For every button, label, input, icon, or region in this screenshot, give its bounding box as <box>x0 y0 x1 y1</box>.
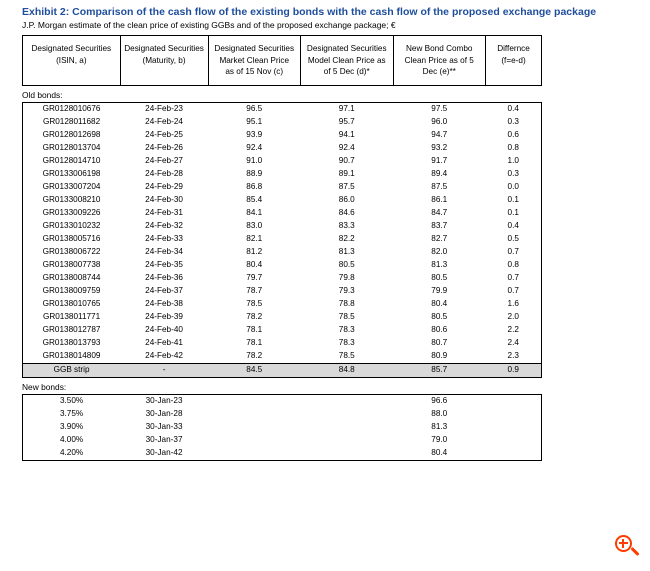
cell-market-price: 91.0 <box>246 156 263 165</box>
cell-market-price: 84.1 <box>246 208 263 217</box>
header-line: (f=e-d) <box>501 55 526 65</box>
cell-combo-price: 80.9 <box>431 351 448 360</box>
cell-market-price: 85.4 <box>246 195 263 204</box>
cell-isin: 4.20% <box>59 448 84 457</box>
cell-isin: GR0138013793 <box>42 338 101 347</box>
cell-combo-price: 82.7 <box>431 234 448 243</box>
cell-isin: GGB strip <box>23 363 120 377</box>
table-row <box>23 421 541 434</box>
cell-market-price: 78.2 <box>246 351 263 360</box>
cell-maturity: 24-Feb-31 <box>145 208 183 217</box>
cell-model-price <box>301 395 394 408</box>
cell-market-price <box>208 447 301 460</box>
cell-maturity: 24-Feb-24 <box>145 117 183 126</box>
cell-maturity: 24-Feb-26 <box>145 143 183 152</box>
table-row <box>23 129 541 142</box>
cell-maturity: 24-Feb-28 <box>145 169 183 178</box>
cell-maturity: 24-Feb-35 <box>145 260 183 269</box>
table-row <box>23 311 541 324</box>
table-row <box>23 408 541 421</box>
cell-model-price: 87.5 <box>338 182 355 191</box>
header-line: Designated Securities <box>124 44 204 53</box>
cell-difference: 0.4 <box>507 104 519 113</box>
header-line: (Maturity, b) <box>142 55 186 65</box>
cell-isin: GR0138011771 <box>42 312 101 321</box>
column-header-new-bond-combo <box>393 36 486 85</box>
table-header-row <box>23 36 541 85</box>
cell-maturity: 24-Feb-30 <box>145 195 183 204</box>
cell-difference: 2.4 <box>507 338 519 347</box>
cell-isin: GR0138007738 <box>42 260 101 269</box>
cell-model-price: 78.5 <box>338 351 355 360</box>
cell-combo-price: 96.0 <box>431 117 448 126</box>
table-row <box>23 324 541 337</box>
cell-market-price: 93.9 <box>246 130 263 139</box>
cell-maturity: 24-Feb-40 <box>145 325 183 334</box>
cell-difference: 1.0 <box>507 156 519 165</box>
cell-maturity: 24-Feb-34 <box>145 247 183 256</box>
table-row <box>23 233 541 246</box>
cell-model-price: 90.7 <box>338 156 355 165</box>
cell-market-price: 96.5 <box>246 104 263 113</box>
cell-market-price: 84.5 <box>208 363 301 377</box>
cell-difference: 0.9 <box>486 363 542 377</box>
cell-market-price: 78.1 <box>246 325 263 334</box>
cell-isin: GR0133009226 <box>42 208 101 217</box>
header-line: Differnce <box>497 44 530 53</box>
magnifier-plus-icon[interactable] <box>612 533 642 563</box>
cell-maturity: 24-Feb-42 <box>145 351 183 360</box>
cell-maturity: 24-Feb-23 <box>145 104 183 113</box>
cell-combo-price: 97.5 <box>431 104 448 113</box>
cell-isin: GR0138010765 <box>42 299 101 308</box>
header-line: (ISIN, a) <box>56 55 87 65</box>
table-row <box>23 168 541 181</box>
header-line: Designated Securities <box>306 44 387 53</box>
cell-isin: GR0138014809 <box>42 351 101 360</box>
cell-isin: GR0128010676 <box>42 104 101 113</box>
cell-model-price: 86.0 <box>338 195 355 204</box>
table-row <box>23 142 541 155</box>
header-line: Model Clean Price as <box>307 55 386 65</box>
cell-model-price: 83.3 <box>338 221 355 230</box>
cell-maturity: 24-Feb-37 <box>145 286 183 295</box>
cell-market-price <box>208 421 301 434</box>
cell-combo-price: 82.0 <box>431 247 448 256</box>
cell-difference: 2.2 <box>507 325 519 334</box>
cell-model-price: 78.3 <box>338 338 355 347</box>
cell-isin: GR0133008210 <box>42 195 101 204</box>
table-row <box>23 395 541 408</box>
header-line: Designated Securities <box>214 44 295 53</box>
cell-isin: GR0128012698 <box>42 130 101 139</box>
cell-maturity: 30-Jan-42 <box>145 448 183 457</box>
cell-model-price: 94.1 <box>338 130 355 139</box>
table-row <box>23 246 541 259</box>
cell-model-price <box>301 408 394 421</box>
cell-model-price <box>301 447 394 460</box>
cell-model-price: 78.3 <box>338 325 355 334</box>
header-line: Dec (e)** <box>422 67 456 76</box>
cell-isin: GR0133010232 <box>42 221 101 230</box>
cell-isin: 3.75% <box>59 409 84 418</box>
cell-market-price: 79.7 <box>246 273 263 282</box>
table-row <box>23 285 541 298</box>
header-line: Clean Price as of 5 <box>404 55 474 65</box>
cell-maturity: 24-Feb-27 <box>145 156 183 165</box>
cell-market-price: 81.2 <box>246 247 263 256</box>
cell-combo-price: 88.0 <box>431 409 448 418</box>
column-header-isin <box>23 36 120 85</box>
table-row <box>23 220 541 233</box>
section-label-old-bonds: Old bonds: <box>22 89 63 100</box>
magnifier-handle <box>630 547 639 556</box>
cell-model-price: 79.3 <box>338 286 355 295</box>
cell-combo-price: 81.3 <box>431 422 448 431</box>
cell-maturity: - <box>120 363 208 377</box>
cell-maturity: 30-Jan-28 <box>145 409 183 418</box>
cell-model-price <box>301 434 394 447</box>
cell-maturity: 30-Jan-33 <box>145 422 183 431</box>
cell-combo-price: 86.1 <box>431 195 448 204</box>
table-row <box>23 181 541 194</box>
new-bonds-table <box>22 394 542 461</box>
cell-combo-price: 94.7 <box>431 130 448 139</box>
cell-market-price: 78.7 <box>246 286 263 295</box>
table-row <box>23 434 541 447</box>
cell-model-price: 97.1 <box>338 104 355 113</box>
cell-market-price <box>208 395 301 408</box>
cell-difference: 0.1 <box>507 208 519 217</box>
cell-combo-price: 79.0 <box>431 435 448 444</box>
table-row-ggb-strip <box>23 363 541 377</box>
cell-combo-price: 80.5 <box>431 312 448 321</box>
table-row <box>23 259 541 272</box>
cell-maturity: 24-Feb-33 <box>145 234 183 243</box>
cell-combo-price: 80.4 <box>431 299 448 308</box>
page-title: Exhibit 2: Comparison of the cash flow of the existing bonds with the cash flow of the proposed exchange package <box>22 6 597 18</box>
magnifier-plus-horizontal <box>619 542 628 544</box>
table-row <box>23 350 541 364</box>
cell-market-price <box>208 408 301 421</box>
table-row <box>23 272 541 285</box>
cell-difference: 0.0 <box>507 182 519 191</box>
cell-combo-price: 81.3 <box>431 260 448 269</box>
section-label-new-bonds: New bonds: <box>22 381 67 392</box>
cell-isin: GR0128013704 <box>42 143 101 152</box>
cell-difference: 0.7 <box>507 273 519 282</box>
cell-isin: GR0138006722 <box>42 247 101 256</box>
cell-difference: 0.8 <box>507 143 519 152</box>
cell-model-price: 81.3 <box>338 247 355 256</box>
cell-maturity: 30-Jan-23 <box>145 396 183 405</box>
cell-combo-price: 87.5 <box>431 182 448 191</box>
cell-isin: 4.00% <box>59 435 84 444</box>
cell-isin: 3.90% <box>59 422 84 431</box>
column-header-difference <box>486 36 542 85</box>
cell-maturity: 24-Feb-36 <box>145 273 183 282</box>
cell-isin: GR0133007204 <box>42 182 101 191</box>
cell-isin: GR0128014710 <box>42 156 101 165</box>
table-header-box <box>22 35 542 86</box>
cell-market-price: 83.0 <box>246 221 263 230</box>
page-subtitle: J.P. Morgan estimate of the clean price of existing GGBs and of the proposed exchange package; € <box>22 20 396 30</box>
cell-combo-price: 89.4 <box>431 169 448 178</box>
column-header-model-clean-price <box>301 36 394 85</box>
cell-combo-price: 80.6 <box>431 325 448 334</box>
cell-model-price: 95.7 <box>338 117 355 126</box>
cell-combo-price: 83.7 <box>431 221 448 230</box>
cell-market-price: 95.1 <box>246 117 263 126</box>
cell-maturity: 24-Feb-39 <box>145 312 183 321</box>
cell-combo-price: 79.9 <box>431 286 448 295</box>
table-row <box>23 155 541 168</box>
cell-isin: GR0138008744 <box>42 273 101 282</box>
header-line: as of 15 Nov (c) <box>225 67 284 76</box>
column-header-maturity <box>120 36 208 85</box>
cell-difference: 2.3 <box>507 351 519 360</box>
old-bonds-table <box>22 102 542 378</box>
table-row <box>23 194 541 207</box>
cell-difference <box>486 408 542 421</box>
cell-combo-price: 91.7 <box>431 156 448 165</box>
cell-difference: 0.5 <box>507 234 519 243</box>
table-row <box>23 207 541 220</box>
cell-combo-price: 85.7 <box>393 363 486 377</box>
cell-isin: 3.50% <box>59 396 84 405</box>
cell-model-price: 92.4 <box>338 143 355 152</box>
cell-maturity: 24-Feb-32 <box>145 221 183 230</box>
cell-market-price: 82.1 <box>246 234 263 243</box>
cell-isin: GR0138012787 <box>42 325 101 334</box>
cell-isin: GR0138009759 <box>42 286 101 295</box>
cell-difference: 0.3 <box>507 169 519 178</box>
cell-difference: 0.7 <box>507 247 519 256</box>
cell-maturity: 24-Feb-41 <box>145 338 183 347</box>
cell-difference <box>486 434 542 447</box>
cell-model-price: 82.2 <box>338 234 355 243</box>
cell-difference: 0.3 <box>507 117 519 126</box>
cell-maturity: 24-Feb-25 <box>145 130 183 139</box>
cell-difference: 0.4 <box>507 221 519 230</box>
cell-combo-price: 80.7 <box>431 338 448 347</box>
cell-market-price: 88.9 <box>246 169 263 178</box>
cell-model-price: 78.8 <box>338 299 355 308</box>
cell-market-price: 86.8 <box>246 182 263 191</box>
header-line: Market Clean Price <box>219 55 290 65</box>
cell-market-price: 92.4 <box>246 143 263 152</box>
cell-model-price: 78.5 <box>338 312 355 321</box>
cell-maturity: 24-Feb-38 <box>145 299 183 308</box>
cell-model-price <box>301 421 394 434</box>
cell-maturity: 24-Feb-29 <box>145 182 183 191</box>
cell-model-price: 89.1 <box>338 169 355 178</box>
cell-market-price: 78.2 <box>246 312 263 321</box>
cell-market-price: 80.4 <box>246 260 263 269</box>
cell-combo-price: 96.6 <box>431 396 448 405</box>
column-header-market-clean-price <box>208 36 301 85</box>
table-row <box>23 298 541 311</box>
cell-combo-price: 84.7 <box>431 208 448 217</box>
header-line: of 5 Dec (d)* <box>323 67 370 76</box>
cell-difference <box>486 421 542 434</box>
cell-combo-price: 80.5 <box>431 273 448 282</box>
cell-market-price: 78.1 <box>246 338 263 347</box>
cell-combo-price: 80.4 <box>431 448 448 457</box>
cell-difference: 0.8 <box>507 260 519 269</box>
cell-model-price: 84.8 <box>301 363 394 377</box>
cell-difference: 0.7 <box>507 286 519 295</box>
cell-difference: 1.6 <box>507 299 519 308</box>
cell-maturity: 30-Jan-37 <box>145 435 183 444</box>
cell-isin: GR0128011682 <box>42 117 101 126</box>
cell-combo-price: 93.2 <box>431 143 448 152</box>
cell-difference <box>486 447 542 460</box>
cell-model-price: 80.5 <box>338 260 355 269</box>
cell-model-price: 84.6 <box>338 208 355 217</box>
cell-market-price: 78.5 <box>246 299 263 308</box>
cell-difference: 0.6 <box>507 130 519 139</box>
table-row <box>23 447 541 460</box>
table-row <box>23 103 541 116</box>
table-row <box>23 116 541 129</box>
cell-market-price <box>208 434 301 447</box>
cell-isin: GR0133006198 <box>42 169 101 178</box>
cell-model-price: 79.8 <box>338 273 355 282</box>
cell-difference: 0.1 <box>507 195 519 204</box>
cell-difference: 2.0 <box>507 312 519 321</box>
header-line: New Bond Combo <box>406 44 473 53</box>
cell-isin: GR0138005716 <box>42 234 101 243</box>
header-line: Designated Securities <box>31 44 112 53</box>
cell-difference <box>486 395 542 408</box>
table-row <box>23 337 541 350</box>
